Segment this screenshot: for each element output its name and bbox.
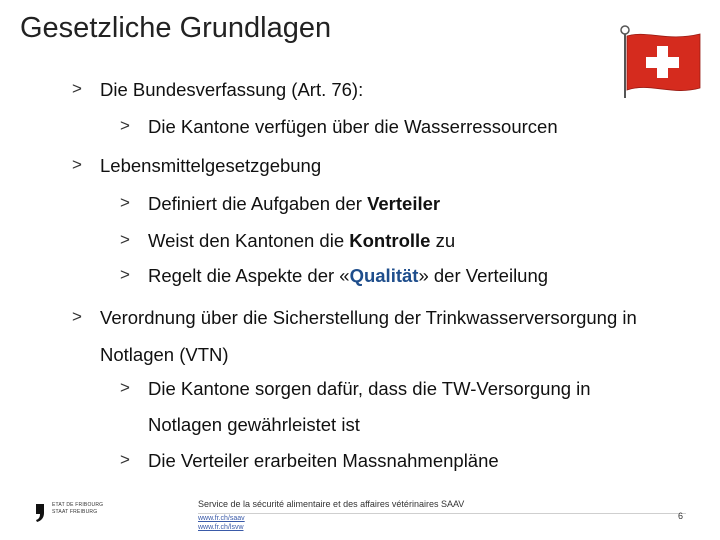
bullet-marker: > [72,307,82,326]
org-name-de: STAAT FREIBURG [52,509,98,515]
keyword-verteiler: Verteiler [367,193,441,214]
footer-link-saav[interactable]: www.fr.ch/saav [198,515,245,522]
keyword-qualitaet: Qualität [349,265,419,286]
footer-divider [198,513,686,514]
bullet-text-line1: Verordnung über die Sicherstellung der Trinkwasserversorgung in [100,307,637,328]
bullet-text-end: zu [430,230,456,251]
bullet-aufgaben-verteiler [120,193,441,215]
bullet-vtn-line2 [100,344,229,366]
bullet-marker: > [72,155,82,174]
bullet-marker: > [120,450,130,469]
slide-title: Gesetzliche Grundlagen [20,12,332,44]
bullet-text-line1: Die Kantone sorgen dafür, dass die TW-Versorgung in [148,378,591,399]
bullet-tw-versorgung-line2 [148,414,360,436]
bullet-tw-versorgung [120,378,591,400]
bullet-marker: > [72,79,82,98]
bullet-lebensmittelgesetzgebung [72,155,322,177]
bullet-text-line2: Notlagen gewährleistet ist [148,414,360,435]
bullet-marker: > [120,265,130,284]
footer-service: Service de la sécurité alimentaire et des affaires vétérinaires SAAV [198,499,465,509]
fribourg-logo-icon [34,503,46,523]
org-name-fr: ETAT DE FRIBOURG [52,502,104,508]
bullet-text: Weist den Kantonen die [148,230,350,251]
bullet-marker: > [120,230,130,249]
page-number: 6 [678,511,684,521]
bullet-text: Regelt die Aspekte der « [148,265,350,286]
bullet-marker: > [120,378,130,397]
bullet-vtn [72,307,637,329]
bullet-kantone-wasser [120,116,558,138]
swiss-flag-icon [612,22,704,102]
bullet-marker: > [120,193,130,212]
bullet-text: Die Verteiler erarbeiten Massnahmenpläne [148,450,499,471]
bullet-massnahmenplaene [120,450,499,472]
bullet-qualitaet [120,265,549,287]
bullet-text: Die Bundesverfassung (Art. 76): [100,79,364,100]
bullet-kontrolle [120,230,456,252]
keyword-kontrolle: Kontrolle [349,230,431,251]
footer-link-lsvw[interactable]: www.fr.ch/lsvw [198,524,244,531]
bullet-bundesverfassung [72,79,364,101]
bullet-text-line2: Notlagen (VTN) [100,344,229,365]
bullet-marker: > [120,116,130,135]
bullet-text: Lebensmittelgesetzgebung [100,155,322,176]
bullet-text: Die Kantone verfügen über die Wasserressourcen [148,116,558,137]
bullet-text-end: » der Verteilung [418,265,549,286]
bullet-text: Definiert die Aufgaben der [148,193,368,214]
